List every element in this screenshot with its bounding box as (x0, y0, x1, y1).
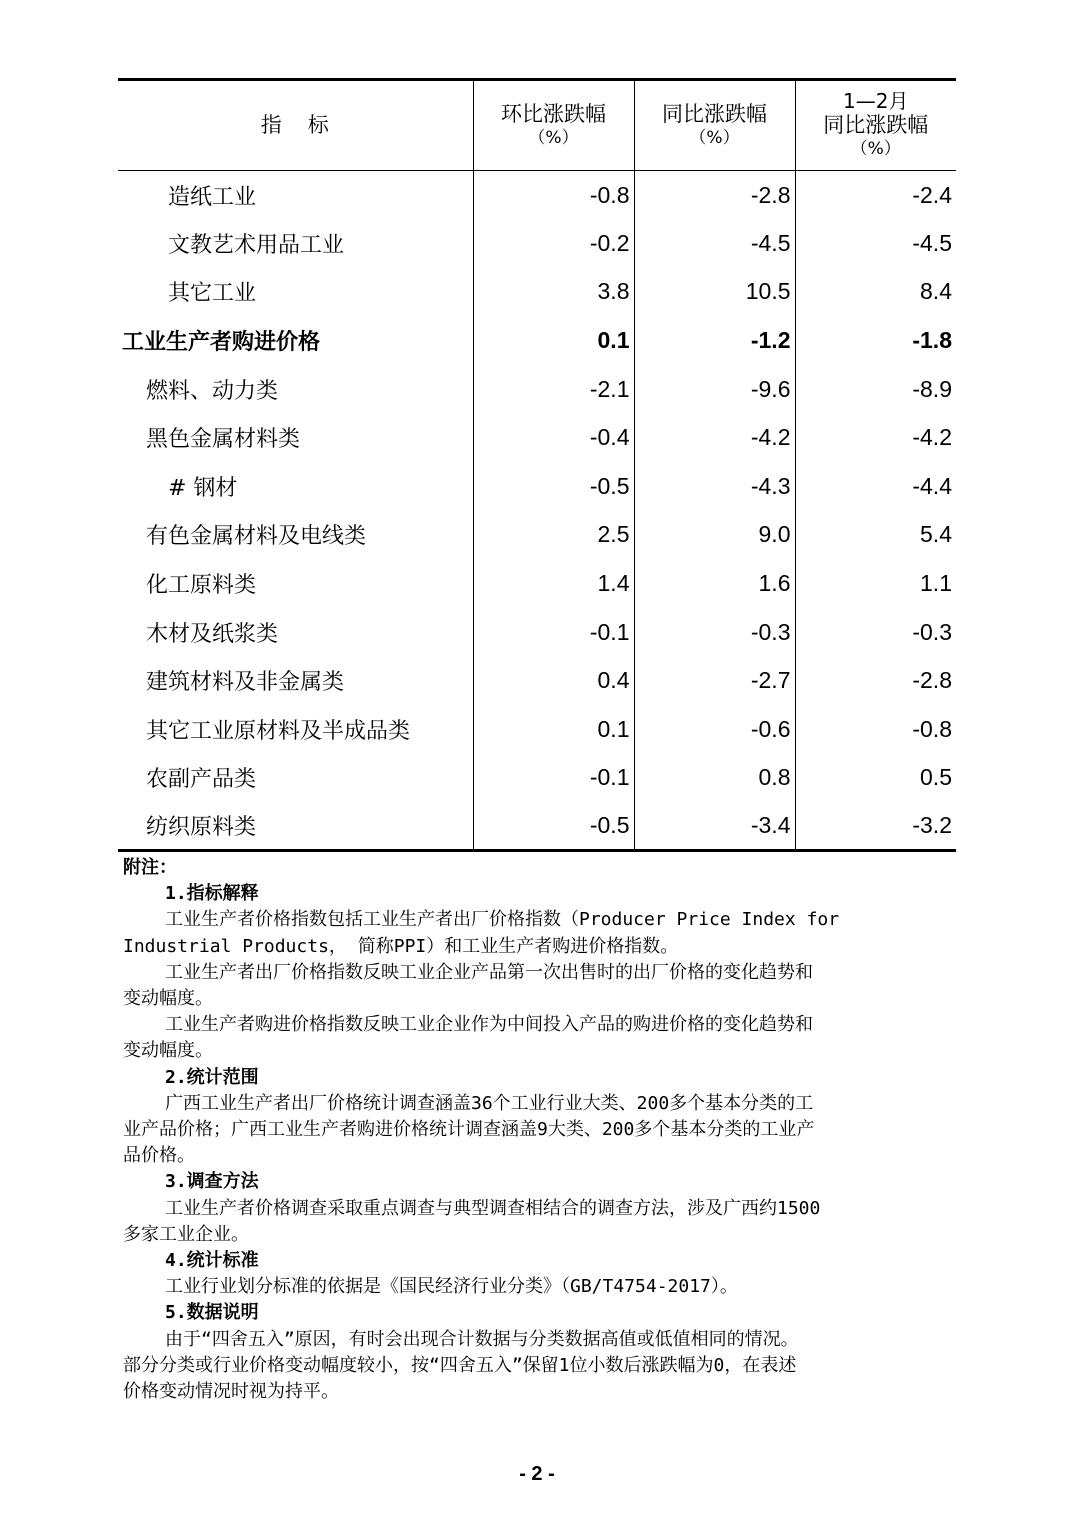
note-line: 由于“四舍五入”原因，有时会出现合计数据与分类数据高值或低值相同的情况。 (165, 1328, 799, 1350)
page-number: - 2 - (519, 1463, 555, 1485)
row-yoy-value: -4.5 (634, 219, 795, 268)
header-indicator: 指标 (118, 80, 473, 171)
section-title: 1.指标解释 (165, 883, 259, 905)
row-yoy-value: -0.3 (634, 608, 795, 657)
header-yoy (634, 80, 795, 171)
row-name: # 钢材 (168, 475, 238, 501)
header-mom-unit: （%） (528, 127, 579, 148)
row-ytd-value: -1.8 (795, 316, 956, 365)
row-ytd-value: -4.5 (795, 219, 956, 268)
row-name: 造纸工业 (168, 184, 257, 210)
note-line: 工业生产者价格指数包括工业生产者出厂价格指数（Producer Price Index for (165, 909, 840, 931)
row-name: 有色金属材料及电线类 (146, 524, 367, 550)
row-ytd-value: 5.4 (795, 511, 956, 560)
note-line: 价格变动情况时视为持平。 (123, 1381, 339, 1403)
table-row (118, 754, 956, 803)
table-row (118, 559, 956, 608)
row-ytd-value: -4.2 (795, 413, 956, 462)
table-row (118, 171, 956, 220)
row-mom-value: -2.1 (473, 365, 634, 414)
row-yoy-value: 0.8 (634, 754, 795, 803)
header-mom-label: 环比涨跌幅 (501, 101, 606, 126)
row-mom-value: 0.1 (473, 316, 634, 365)
note-line: 工业行业划分标准的依据是《国民经济行业分类》（GB/T4754-2017）。 (165, 1276, 738, 1298)
row-name: 纺织原料类 (118, 802, 473, 851)
section-title: 5.数据说明 (165, 1302, 259, 1324)
table-row (118, 705, 956, 754)
note-line: 工业生产者价格调查采取重点调查与典型调查相结合的调查方法，涉及广西约1500 (165, 1197, 821, 1219)
row-ytd-value: -4.4 (795, 462, 956, 511)
note-line: 品价格。 (123, 1145, 195, 1167)
row-mom-value: -0.1 (473, 608, 634, 657)
row-ytd-value: 1.1 (795, 559, 956, 608)
table-row (118, 511, 956, 560)
price-index-table (118, 78, 956, 852)
row-name: 化工原料类 (146, 573, 257, 599)
row-mom-value: -0.2 (473, 219, 634, 268)
note-line: 变动幅度。 (123, 1040, 213, 1062)
row-ytd-value: -2.8 (795, 656, 956, 705)
row-mom-value: 2.5 (473, 511, 634, 560)
row-name: 工业生产者购进价格 (122, 330, 321, 356)
notes-title: 附注： (123, 857, 177, 878)
row-name: 其它工业原材料及半成品类 (146, 718, 411, 744)
row-name: 农副产品类 (146, 767, 257, 793)
row-mom-value: 0.1 (473, 705, 634, 754)
row-yoy-value: -1.2 (634, 316, 795, 365)
row-mom-value: -0.5 (473, 462, 634, 511)
note-line: 工业生产者出厂价格指数反映工业企业产品第一次出售时的出厂价格的变化趋势和 (165, 961, 813, 983)
header-ytd (795, 80, 956, 171)
row-mom-value: -0.8 (473, 171, 634, 220)
row-name: 建筑材料及非金属类 (146, 670, 345, 696)
header-ytd-unit: （%） (850, 139, 901, 159)
notes-section (123, 855, 953, 1405)
row-name: 木材及纸浆类 (146, 621, 279, 647)
section-title: 3.调查方法 (165, 1171, 259, 1193)
header-ytd-label: 同比涨跌幅 (823, 113, 929, 137)
row-yoy-value: -4.2 (634, 413, 795, 462)
row-ytd-value: -0.8 (795, 705, 956, 754)
row-name: 文教艺术用品工业 (168, 232, 345, 258)
note-line: 广西工业生产者出厂价格统计调查涵盖36个工业行业大类、200多个基本分类的工 (165, 1092, 814, 1114)
table-row (118, 365, 956, 414)
table-row (118, 413, 956, 462)
row-ytd-value: -3.2 (795, 802, 956, 851)
table-row (118, 219, 956, 268)
row-name: 黑色金属材料类 (146, 427, 301, 453)
row-ytd-value: -8.9 (795, 365, 956, 414)
row-ytd-value: -0.3 (795, 608, 956, 657)
header-yoy-label: 同比涨跌幅 (662, 101, 767, 126)
row-yoy-value: 10.5 (634, 268, 795, 317)
table-row (118, 268, 956, 317)
table-row (118, 656, 956, 705)
row-name: 其它工业 (168, 281, 257, 307)
row-ytd-value: -2.4 (795, 171, 956, 220)
note-line: 变动幅度。 (123, 988, 213, 1010)
row-yoy-value: -2.7 (634, 656, 795, 705)
note-line: 多家工业企业。 (123, 1223, 249, 1245)
header-ytd-period: 1—2月 (843, 89, 909, 113)
row-ytd-value: 0.5 (795, 754, 956, 803)
section-title: 4.统计标准 (165, 1250, 259, 1272)
row-mom-value: -0.4 (473, 413, 634, 462)
table-row (118, 462, 956, 511)
header-yoy-unit: （%） (689, 127, 740, 148)
note-line: 部分分类或行业价格变动幅度较小，按“四舍五入”保留1位小数后涨跌幅为0，在表述 (123, 1354, 797, 1376)
row-yoy-value: -2.8 (634, 171, 795, 220)
section-title: 2.统计范围 (165, 1066, 259, 1088)
row-yoy-value: -0.6 (634, 705, 795, 754)
row-ytd-value: 8.4 (795, 268, 956, 317)
note-line: 工业生产者购进价格指数反映工业企业作为中间投入产品的购进价格的变化趋势和 (165, 1014, 813, 1036)
table-row (118, 802, 956, 851)
row-yoy-value: -4.3 (634, 462, 795, 511)
header-mom (473, 80, 634, 171)
note-line: Industrial Products， 简称PPI）和工业生产者购进价格指数。 (123, 935, 679, 957)
table-row (118, 608, 956, 657)
row-mom-value: 3.8 (473, 268, 634, 317)
row-yoy-value: -3.4 (634, 802, 795, 851)
row-mom-value: -0.1 (473, 754, 634, 803)
row-yoy-value: -9.6 (634, 365, 795, 414)
note-line: 业产品价格；广西工业生产者购进价格统计调查涵盖9大类、200多个基本分类的工业产 (123, 1119, 815, 1141)
row-yoy-value: 1.6 (634, 559, 795, 608)
row-mom-value: 0.4 (473, 656, 634, 705)
row-yoy-value: 9.0 (634, 511, 795, 560)
table-row-total (118, 316, 956, 365)
row-mom-value: 1.4 (473, 559, 634, 608)
row-mom-value: -0.5 (473, 802, 634, 851)
row-name: 燃料、动力类 (146, 378, 279, 404)
table-header-row (118, 80, 956, 171)
